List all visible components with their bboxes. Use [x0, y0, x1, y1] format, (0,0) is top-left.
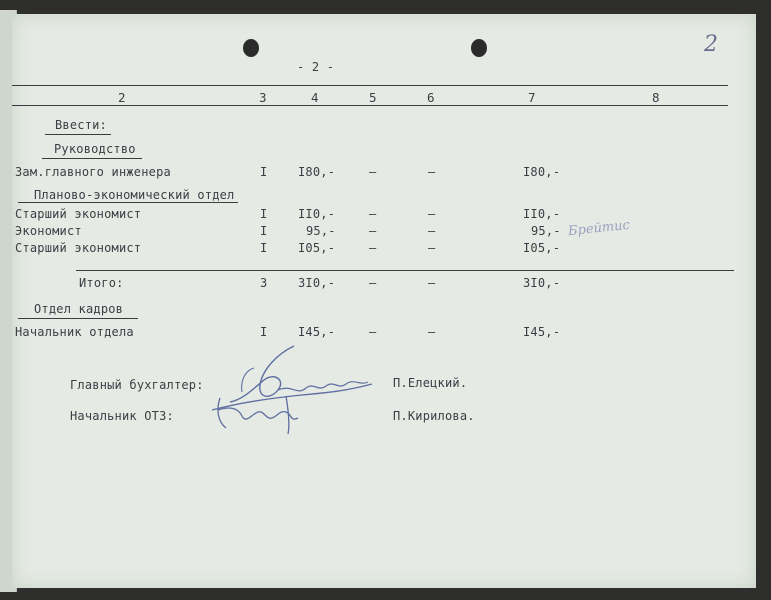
row-col5: – [369, 207, 377, 221]
total-col5: – [369, 276, 377, 290]
row-position: Экономист [15, 224, 82, 238]
total-label: Итого: [79, 276, 124, 290]
row-col5: – [369, 165, 377, 179]
punch-hole [243, 39, 259, 57]
group-heading: Руководство [54, 142, 136, 156]
row-position: Старший экономист [15, 207, 142, 221]
section-intro: Ввести: [55, 118, 107, 132]
section-intro-underline [45, 134, 111, 135]
page-number: - 2 - [297, 60, 335, 74]
col-header-8: 8 [652, 90, 660, 105]
total-col7: 3I0,- [523, 276, 561, 290]
total-count: 3 [260, 276, 268, 290]
row-position: Зам.главного инженера [15, 165, 171, 179]
total-rule [76, 270, 734, 271]
col-header-3: 3 [259, 90, 267, 105]
row-position: Начальник отдела [15, 325, 134, 339]
row-col6: – [428, 207, 436, 221]
row-col6: – [428, 224, 436, 238]
row-count: I [260, 241, 268, 255]
row-position: Старший экономист [15, 241, 142, 255]
row-col6: – [428, 241, 436, 255]
col-header-4: 4 [311, 90, 319, 105]
total-col6: – [428, 276, 436, 290]
header-top-rule [12, 85, 728, 86]
col-header-5: 5 [369, 90, 377, 105]
group-heading-underline [42, 158, 142, 159]
handwritten-margin-note: Брейтис [567, 217, 631, 240]
total-col4: 3I0,- [298, 276, 336, 290]
row-count: I [260, 325, 268, 339]
signature-title: Начальник ОТЗ: [70, 409, 174, 423]
header-bottom-rule [12, 105, 728, 106]
row-col4: I05,- [298, 241, 336, 255]
group-heading-underline [18, 202, 238, 203]
row-col4: II0,- [298, 207, 336, 221]
col-header-7: 7 [528, 90, 536, 105]
signature-name: П.Кирилова. [393, 409, 475, 423]
handwritten-signature-kirilova [208, 388, 318, 438]
signature-title: Главный бухгалтер: [70, 378, 204, 392]
group-heading: Отдел кадров [34, 302, 124, 316]
row-count: I [260, 165, 268, 179]
row-col4: I80,- [298, 165, 336, 179]
row-count: I [260, 224, 268, 238]
handwritten-page-number: 2 [704, 32, 718, 57]
row-col5: – [369, 224, 377, 238]
group-heading-underline [18, 318, 138, 319]
row-col6: – [428, 325, 436, 339]
col-header-2: 2 [118, 90, 126, 105]
row-col7: I05,- [523, 241, 561, 255]
punch-hole [471, 39, 487, 57]
row-col4: I45,- [298, 325, 336, 339]
row-col7: I45,- [523, 325, 561, 339]
col-header-6: 6 [427, 90, 435, 105]
row-col6: – [428, 165, 436, 179]
row-col7: II0,- [523, 207, 561, 221]
group-heading: Планово-экономический отдел [34, 188, 235, 202]
row-col4: 95,- [306, 224, 336, 238]
row-count: I [260, 207, 268, 221]
row-col7: 95,- [531, 224, 561, 238]
row-col5: – [369, 325, 377, 339]
signature-name: П.Елецкий. [393, 376, 468, 390]
row-col7: I80,- [523, 165, 561, 179]
row-col5: – [369, 241, 377, 255]
document-page [12, 14, 756, 588]
